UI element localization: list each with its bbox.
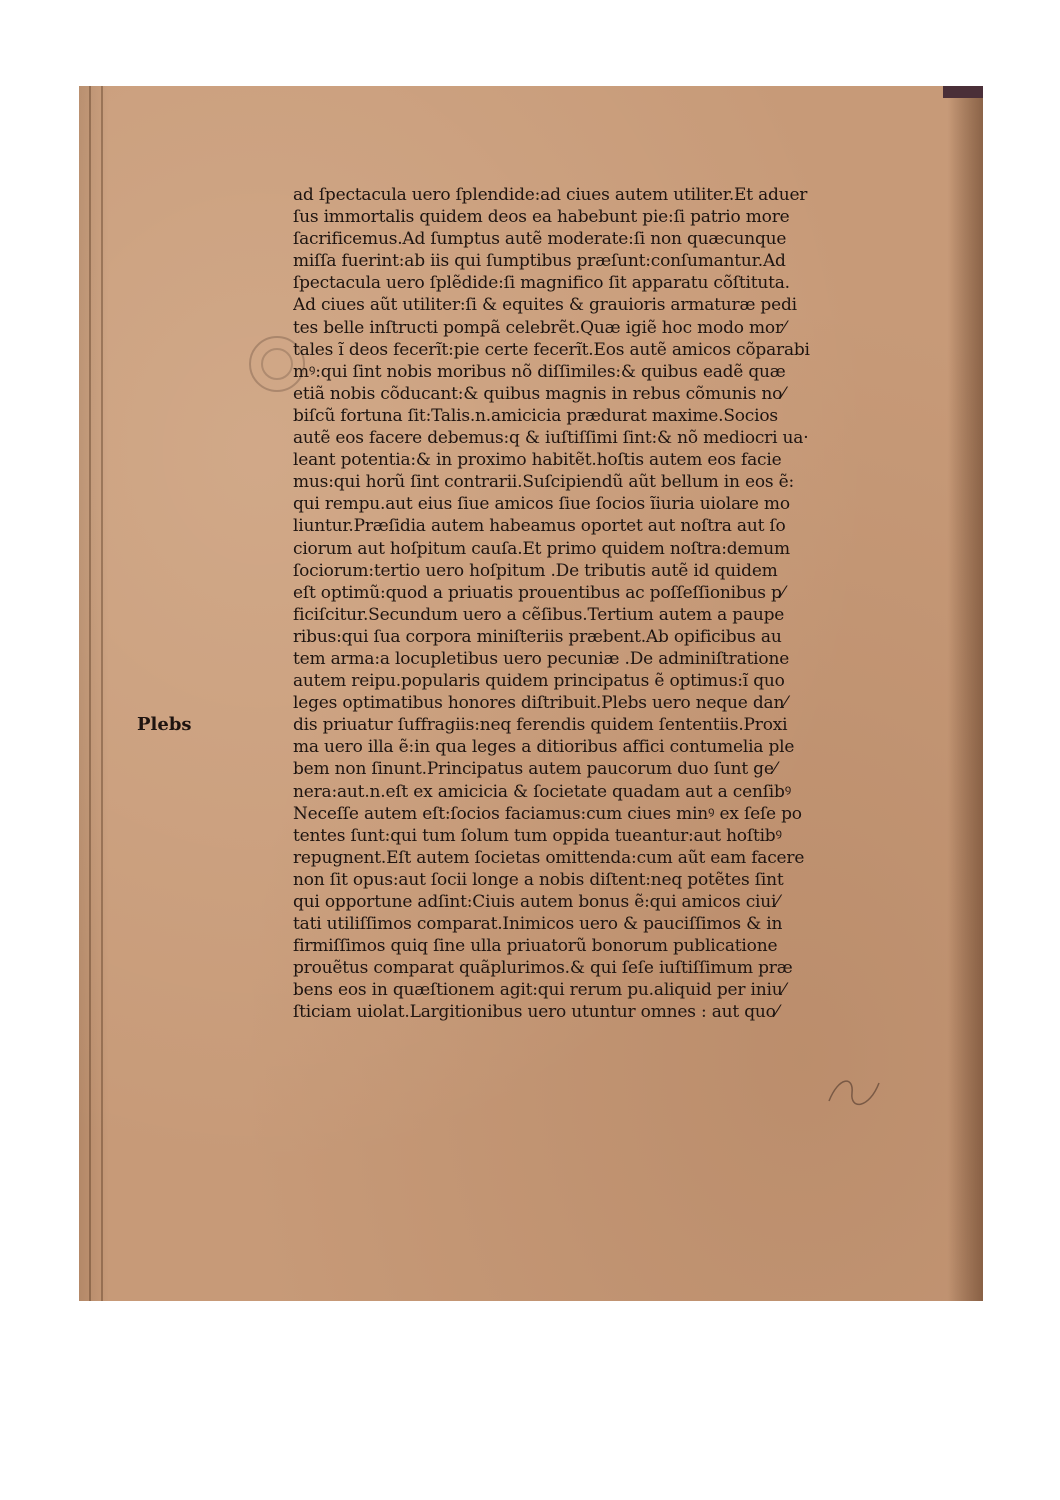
text-line: non ſit opus:aut ſocii longe a nobis diſtent:neq potẽtes ſint xyxy=(293,869,784,890)
text-line: bem non ſinunt.Principatus autem paucorum duo ſunt ge⁄ xyxy=(293,759,777,780)
text-line: tati utiliſſimos comparat.Inimicos uero & pauciſſimos & in xyxy=(293,914,783,935)
text-line: etiã nobis cõducant:& quibus magnis in rebus cõmunis no⁄ xyxy=(293,383,785,404)
text-line: ciorum aut hoſpitum cauſa.Et primo quidem noſtra:demum xyxy=(293,538,790,559)
text-line: ſacrificemus.Ad ſumptus autẽ moderate:ſi non quæcunque xyxy=(293,229,787,250)
text-line: ſus immortalis quidem deos ea habebunt pie:ſi patrio more xyxy=(293,207,790,228)
text-line: mus:qui horũ ſint contrarii.Suſcipiendũ aũt bellum in eos ẽ: xyxy=(293,472,794,493)
text-line: ſpectacula uero ſplẽdide:ſi magnifico ſit apparatu cõſtituta. xyxy=(293,273,790,294)
gutter-line xyxy=(101,86,103,1301)
text-line: autẽ eos facere debemus:q & iuſtiſſimi ſint:& nõ mediocri ua· xyxy=(293,428,809,449)
text-line: dis priuatur ſuffragiis:neq ferendis quidem ſententiis.Proxi xyxy=(293,715,788,736)
text-line: Neceſſe autem eſt:ſocios faciamus:cum ciues minꝰ ex ſeſe po xyxy=(293,803,802,824)
text-line: mꝰ:qui ſint nobis moribus nõ diſſimiles:& quibus eadẽ quæ xyxy=(293,361,786,382)
text-line: tentes ſunt:qui tum ſolum tum oppida tueantur:aut hoſtibꝰ xyxy=(293,825,782,846)
text-line: qui rempu.aut eius ſiue amicos ſiue ſocios ĩiuria uiolare mo xyxy=(293,494,790,515)
text-line: ſociorum:tertio uero hoſpitum .De tributis autẽ id quidem xyxy=(293,560,778,581)
text-line: leant potentia:& in proximo habitẽt.hoſtis autem eos facie xyxy=(293,450,782,471)
text-line: Ad ciues aũt utiliter:ſi & equites & grauioris armaturæ pedi xyxy=(293,295,797,316)
book-page xyxy=(79,86,983,1301)
text-line: prouẽtus comparat quãplurimos.& qui ſeſe iuſtiſſimum præ xyxy=(293,958,793,979)
text-line: autem reipu.popularis quidem principatus ẽ optimus:ĩ quo xyxy=(293,671,785,692)
text-line: biſcũ fortuna ſit:Talis.n.amicicia prædurat maxime.Socios xyxy=(293,405,778,426)
page-edge-shadow xyxy=(947,86,983,1301)
text-line: leges optimatibus honores diſtribuit.Plebs uero neque dan⁄ xyxy=(293,693,787,714)
text-line: firmiſſimos quiq ſine ulla priuatorũ bonorum publicatione xyxy=(293,936,778,957)
text-line: ficiſcitur.Secundum uero a cẽſibus.Tertium autem a paupe xyxy=(293,604,785,625)
text-line: liuntur.Præſidia autem habeamus oportet aut noſtra aut ſo xyxy=(293,516,786,537)
text-line: nera:aut.n.eſt ex amicicia & ſocietate quadam aut a cenſibꝰ xyxy=(293,781,792,802)
text-block xyxy=(293,184,913,1024)
text-line: qui opportune adſint:Ciuis autem bonus ẽ:qui amicos ciui⁄ xyxy=(293,892,779,912)
text-line: ribus:qui ſua corpora miniſteriis præbent.Ab opificibus au xyxy=(293,626,782,647)
gutter-line xyxy=(89,86,91,1301)
text-line: ma uero illa ẽ:in qua leges a ditioribus affici contumelia ple xyxy=(293,737,795,758)
text-line: eſt optimũ:quod a priuatis prouentibus ac poſſeſſionibus p⁄ xyxy=(293,582,785,603)
text-line: ſticiam uiolat.Largitionibus uero utuntur omnes : aut quo⁄ xyxy=(293,1002,779,1023)
text-line: repugnent.Eſt autem ſocietas omittenda:cum aũt eam facere xyxy=(293,847,805,868)
binding-strip xyxy=(943,86,983,98)
text-line: miſſa fuerint:ab iis qui ſumptibus præſunt:conſumantur.Ad xyxy=(293,251,786,272)
text-line: tes belle inſtructi pompã celebrẽt.Quæ igiẽ hoc modo mor⁄ xyxy=(293,317,786,338)
text-line: tem arma:a locupletibus uero pecuniæ .De adminiſtratione xyxy=(293,648,790,669)
ink-flourish xyxy=(824,1071,884,1111)
text-line: tales ĩ deos fecerĩt:pie certe fecerĩt.Eos autẽ amicos cõparabi xyxy=(293,339,810,360)
marginal-note: Plebs xyxy=(137,714,192,735)
text-line: ad ſpectacula uero ſplendide:ad ciues autem utiliter.Et aduer xyxy=(293,185,808,205)
text-line: bens eos in quæſtionem agit:qui rerum pu.aliquid per iniu⁄ xyxy=(293,980,786,1001)
